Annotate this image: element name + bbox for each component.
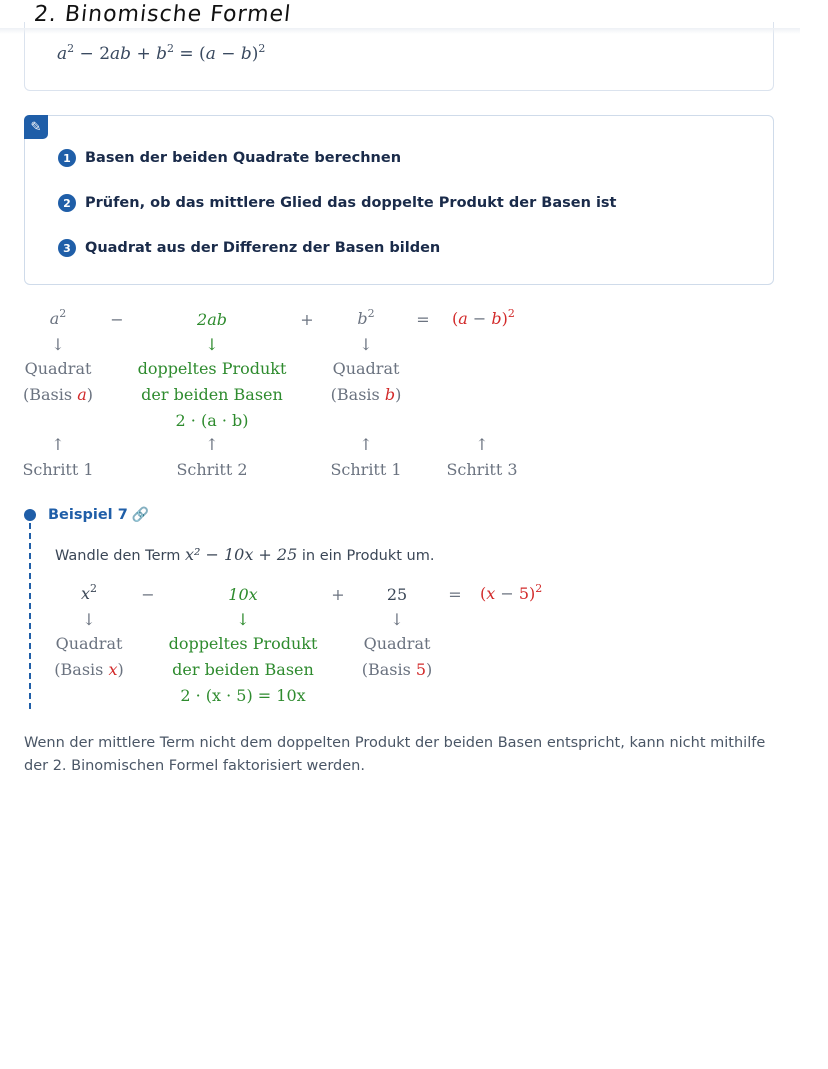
- ex-col1-label: Quadrat: [55, 634, 123, 653]
- step-label-3: Schritt 3: [446, 460, 518, 479]
- step-label-1b: Schritt 1: [330, 460, 402, 479]
- step-label-1: Schritt 1: [22, 460, 94, 479]
- step-number: 3: [58, 239, 76, 257]
- arrow-down: ↓: [359, 335, 373, 354]
- diagram-term-a2: $a^2$: [49, 307, 67, 328]
- ex-col3-basis: (Basis 5): [361, 660, 433, 679]
- col1-label: Quadrat: [24, 359, 92, 378]
- binomial-formula: $a^2 - 2ab + b^2 = (a - b)^2$: [57, 42, 266, 64]
- ex-result: $(x - 5)^2$: [480, 582, 543, 603]
- col2-label-2: der beiden Basen: [141, 385, 283, 404]
- example-bullet: [24, 509, 36, 521]
- arrow-down: ↓: [236, 610, 250, 629]
- step-3: [58, 239, 440, 257]
- ex-term-x2: $x^2$: [80, 582, 98, 603]
- ex-col2-label: doppeltes Produkt: [168, 634, 318, 653]
- step-text: Prüfen, ob das mittlere Glied das doppelte Produkt der Basen ist: [85, 195, 617, 211]
- step-2: [58, 194, 616, 212]
- arrow-up: ↑: [205, 435, 219, 454]
- col3-basis: (Basis b): [330, 385, 402, 404]
- diagram-equals: =: [416, 310, 430, 329]
- arrow-up: ↑: [359, 435, 373, 454]
- col3-label: Quadrat: [332, 359, 400, 378]
- arrow-up: ↑: [51, 435, 65, 454]
- ex-col3-label: Quadrat: [363, 634, 431, 653]
- step-label-2: Schritt 2: [176, 460, 248, 479]
- link-icon[interactable]: 🔗: [131, 507, 150, 523]
- diagram-result: $(a - b)^2$: [452, 307, 515, 328]
- arrow-down: ↓: [51, 335, 65, 354]
- ex-plus: +: [331, 585, 345, 604]
- ex-minus: −: [141, 585, 155, 604]
- diagram-minus: −: [110, 310, 124, 329]
- step-text: Quadrat aus der Differenz der Basen bilden: [85, 240, 441, 256]
- arrow-up: ↑: [475, 435, 489, 454]
- pencil-icon: ✎: [24, 115, 48, 139]
- ex-term-10x: 10x: [228, 585, 258, 604]
- step-number: 1: [58, 149, 76, 167]
- col2-product: 2 · (a · b): [175, 411, 249, 430]
- col2-label: doppeltes Produkt: [137, 359, 287, 378]
- ex-equals: =: [448, 585, 462, 604]
- ex-col2-product: 2 · (x · 5) = 10x: [180, 686, 306, 705]
- ex-term-25: 25: [386, 585, 408, 604]
- example-dashed-line: [29, 523, 31, 709]
- col1-basis: (Basis a): [23, 385, 93, 404]
- diagram-plus: +: [300, 310, 314, 329]
- arrow-down: ↓: [82, 610, 96, 629]
- example-title[interactable]: Beispiel 7 🔗: [48, 507, 150, 523]
- handwritten-title: 2. Binomische Formel: [32, 2, 293, 27]
- ex-col2-label-2: der beiden Basen: [172, 660, 314, 679]
- step-number: 2: [58, 194, 76, 212]
- footer-note: Wenn der mittlere Term nicht dem doppelten Produkt der beiden Basen entspricht, kann nicht mithilfe der 2. Binomischen Formel faktorisiert werden.: [24, 735, 766, 774]
- step-text: Basen der beiden Quadrate berechnen: [85, 150, 402, 166]
- arrow-down: ↓: [390, 610, 404, 629]
- example-task: Wandle den Term x² − 10x + 25 in ein Produkt um.: [55, 545, 435, 564]
- header-shadow: [0, 28, 800, 34]
- diagram-term-b2: $b^2$: [357, 307, 375, 328]
- arrow-down: ↓: [205, 335, 219, 354]
- steps-box: [24, 115, 774, 285]
- ex-col1-basis: (Basis x): [54, 660, 124, 679]
- step-1: [58, 149, 401, 167]
- diagram-term-2ab: 2ab: [197, 310, 227, 329]
